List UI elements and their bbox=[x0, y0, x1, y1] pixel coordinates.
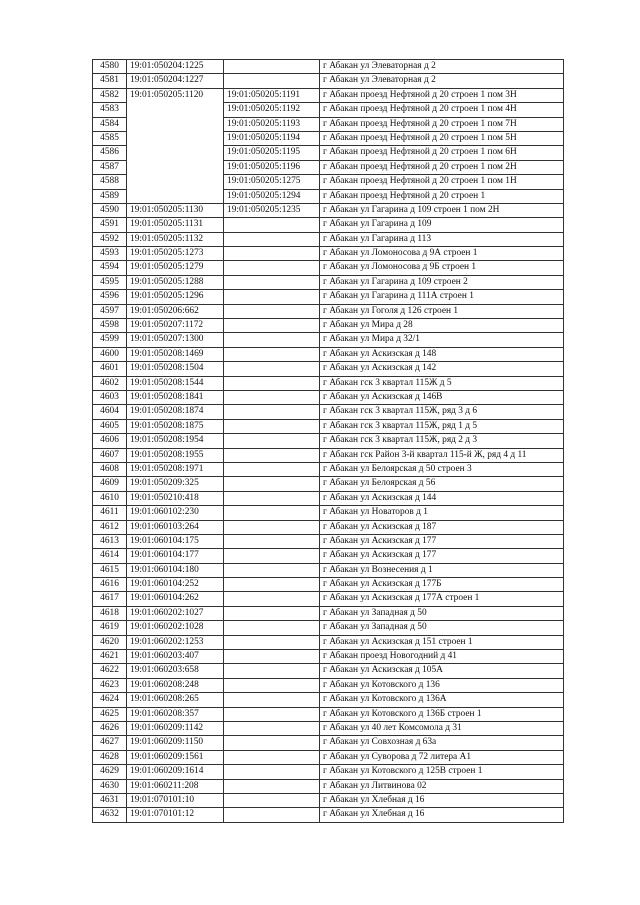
table-row bbox=[93, 74, 564, 88]
address-cell: г Абакан ул Аскизская д 177 bbox=[320, 549, 564, 563]
cadastral-number: 19:01:050208:1955 bbox=[127, 448, 224, 462]
sub-cadastral-number bbox=[224, 232, 320, 246]
row-number: 4580 bbox=[93, 60, 127, 74]
sub-cadastral-number bbox=[224, 578, 320, 592]
sub-cadastral-number: 19:01:050205:1235 bbox=[224, 203, 320, 217]
address-cell: г Абакан ул Аскизская д 151 строен 1 bbox=[320, 635, 564, 649]
address-cell: г Абакан ул Гагарина д 109 bbox=[320, 218, 564, 232]
table-row bbox=[93, 290, 564, 304]
address-cell: г Абакан ул Котовского д 136 bbox=[320, 678, 564, 692]
row-number: 4601 bbox=[93, 362, 127, 376]
row-number: 4599 bbox=[93, 333, 127, 347]
row-number: 4615 bbox=[93, 563, 127, 577]
sub-cadastral-number bbox=[224, 290, 320, 304]
table-row bbox=[93, 765, 564, 779]
cadastral-number: 19:01:050204:1227 bbox=[127, 74, 224, 88]
sub-cadastral-number bbox=[224, 448, 320, 462]
address-cell: г Абакан проезд Нефтяной д 20 строен 1 пом 2Н bbox=[320, 160, 564, 174]
sub-cadastral-number bbox=[224, 462, 320, 476]
table-row bbox=[93, 60, 564, 74]
table-row bbox=[93, 678, 564, 692]
address-cell: г Абакан ул Мира д 28 bbox=[320, 319, 564, 333]
row-number: 4586 bbox=[93, 146, 127, 160]
table-row bbox=[93, 750, 564, 764]
row-number: 4610 bbox=[93, 491, 127, 505]
cadastral-number: 19:01:050208:1504 bbox=[127, 362, 224, 376]
sub-cadastral-number bbox=[224, 333, 320, 347]
address-cell: г Абакан проезд Нефтяной д 20 строен 1 пом 5Н bbox=[320, 131, 564, 145]
cadastral-number: 19:01:050209:325 bbox=[127, 477, 224, 491]
cadastral-number: 19:01:050205:1131 bbox=[127, 218, 224, 232]
address-cell: г Абакан ул Аскизская д 105А bbox=[320, 664, 564, 678]
sub-cadastral-number: 19:01:050205:1191 bbox=[224, 88, 320, 102]
address-cell: г Абакан гск 3 квартал 115Ж, ряд 1 д 5 bbox=[320, 419, 564, 433]
sub-cadastral-number bbox=[224, 376, 320, 390]
row-number: 4619 bbox=[93, 621, 127, 635]
table-row bbox=[93, 304, 564, 318]
address-cell: г Абакан ул Гагарина д 109 строен 1 пом 2Н bbox=[320, 203, 564, 217]
cadastral-number: 19:01:050208:1544 bbox=[127, 376, 224, 390]
row-number: 4627 bbox=[93, 736, 127, 750]
table-row bbox=[93, 793, 564, 807]
cadastral-number: 19:01:060104:175 bbox=[127, 534, 224, 548]
cadastral-number: 19:01:050208:1469 bbox=[127, 347, 224, 361]
sub-cadastral-number bbox=[224, 678, 320, 692]
row-number: 4584 bbox=[93, 117, 127, 131]
row-number: 4624 bbox=[93, 693, 127, 707]
table-row bbox=[93, 434, 564, 448]
row-number: 4617 bbox=[93, 592, 127, 606]
address-cell: г Абакан ул Элеваторная д 2 bbox=[320, 60, 564, 74]
address-cell: г Абакан проезд Нефтяной д 20 строен 1 пом 1Н bbox=[320, 175, 564, 189]
row-number: 4607 bbox=[93, 448, 127, 462]
sub-cadastral-number bbox=[224, 779, 320, 793]
cadastral-number: 19:01:060202:1253 bbox=[127, 635, 224, 649]
sub-cadastral-number bbox=[224, 650, 320, 664]
sub-cadastral-number: 19:01:050205:1196 bbox=[224, 160, 320, 174]
sub-cadastral-number bbox=[224, 592, 320, 606]
row-number: 4630 bbox=[93, 779, 127, 793]
sub-cadastral-number bbox=[224, 793, 320, 807]
cadastral-number: 19:01:050207:1300 bbox=[127, 333, 224, 347]
row-number: 4595 bbox=[93, 275, 127, 289]
cadastral-number: 19:01:060102:230 bbox=[127, 506, 224, 520]
sub-cadastral-number bbox=[224, 707, 320, 721]
table-row bbox=[93, 506, 564, 520]
sub-cadastral-number bbox=[224, 750, 320, 764]
cadastral-number: 19:01:050204:1225 bbox=[127, 60, 224, 74]
cadastral-number: 19:01:060209:1142 bbox=[127, 721, 224, 735]
address-cell: г Абакан ул Новаторов д 1 bbox=[320, 506, 564, 520]
address-cell: г Абакан ул Западная д 50 bbox=[320, 606, 564, 620]
address-cell: г Абакан ул Котовского д 136А bbox=[320, 693, 564, 707]
cadastral-number: 19:01:060104:180 bbox=[127, 563, 224, 577]
cadastral-number: 19:01:050210:418 bbox=[127, 491, 224, 505]
table-row bbox=[93, 520, 564, 534]
address-cell: г Абакан гск Район 3-й квартал 115-й Ж, ряд 4 д 11 bbox=[320, 448, 564, 462]
sub-cadastral-number bbox=[224, 491, 320, 505]
address-cell: г Абакан ул 40 лет Комсомола д 31 bbox=[320, 721, 564, 735]
row-number: 4598 bbox=[93, 319, 127, 333]
row-number: 4585 bbox=[93, 131, 127, 145]
address-cell: г Абакан ул Аскизская д 177А строен 1 bbox=[320, 592, 564, 606]
row-number: 4621 bbox=[93, 650, 127, 664]
cadastral-number: 19:01:060202:1028 bbox=[127, 621, 224, 635]
cadastral-number: 19:01:050208:1954 bbox=[127, 434, 224, 448]
table-row bbox=[93, 88, 564, 102]
cadastral-number: 19:01:050205:1288 bbox=[127, 275, 224, 289]
address-cell: г Абакан ул Гагарина д 109 строен 2 bbox=[320, 275, 564, 289]
row-number: 4626 bbox=[93, 721, 127, 735]
row-number: 4623 bbox=[93, 678, 127, 692]
table-row bbox=[93, 534, 564, 548]
address-cell: г Абакан проезд Нефтяной д 20 строен 1 пом 4Н bbox=[320, 103, 564, 117]
cadastral-number: 19:01:050205:1296 bbox=[127, 290, 224, 304]
row-number: 4618 bbox=[93, 606, 127, 620]
cadastral-number: 19:01:050205:1120 bbox=[127, 88, 224, 203]
table-row bbox=[93, 247, 564, 261]
table-row bbox=[93, 563, 564, 577]
sub-cadastral-number bbox=[224, 808, 320, 822]
address-cell: г Абакан проезд Нефтяной д 20 строен 1 пом 6Н bbox=[320, 146, 564, 160]
row-number: 4620 bbox=[93, 635, 127, 649]
row-number: 4588 bbox=[93, 175, 127, 189]
address-cell: г Абакан ул Аскизская д 177Б bbox=[320, 578, 564, 592]
sub-cadastral-number bbox=[224, 635, 320, 649]
table-row bbox=[93, 664, 564, 678]
table-row bbox=[93, 376, 564, 390]
sub-cadastral-number: 19:01:050205:1193 bbox=[224, 117, 320, 131]
sub-cadastral-number bbox=[224, 261, 320, 275]
address-cell: г Абакан ул Белоярская д 56 bbox=[320, 477, 564, 491]
table-row bbox=[93, 491, 564, 505]
sub-cadastral-number bbox=[224, 477, 320, 491]
sub-cadastral-number bbox=[224, 520, 320, 534]
cadastral-number: 19:01:060202:1027 bbox=[127, 606, 224, 620]
table-row bbox=[93, 736, 564, 750]
row-number: 4581 bbox=[93, 74, 127, 88]
row-number: 4600 bbox=[93, 347, 127, 361]
row-number: 4628 bbox=[93, 750, 127, 764]
address-cell: г Абакан ул Хлебная д 16 bbox=[320, 793, 564, 807]
address-cell: г Абакан проезд Нефтяной д 20 строен 1 пом 3Н bbox=[320, 88, 564, 102]
table-row bbox=[93, 578, 564, 592]
table-row bbox=[93, 477, 564, 491]
sub-cadastral-number: 19:01:050205:1294 bbox=[224, 189, 320, 203]
table-row bbox=[93, 635, 564, 649]
row-number: 4616 bbox=[93, 578, 127, 592]
row-number: 4614 bbox=[93, 549, 127, 563]
cadastral-number: 19:01:060208:265 bbox=[127, 693, 224, 707]
address-cell: г Абакан ул Аскизская д 177 bbox=[320, 534, 564, 548]
address-cell: г Абакан ул Аскизская д 144 bbox=[320, 491, 564, 505]
sub-cadastral-number bbox=[224, 621, 320, 635]
sub-cadastral-number bbox=[224, 506, 320, 520]
cadastral-number: 19:01:050205:1273 bbox=[127, 247, 224, 261]
cadastral-number: 19:01:060203:407 bbox=[127, 650, 224, 664]
cadastral-number: 19:01:050205:1279 bbox=[127, 261, 224, 275]
table-row bbox=[93, 779, 564, 793]
table-row bbox=[93, 549, 564, 563]
sub-cadastral-number bbox=[224, 347, 320, 361]
cadastral-number: 19:01:050206:662 bbox=[127, 304, 224, 318]
row-number: 4590 bbox=[93, 203, 127, 217]
address-cell: г Абакан ул Белоярская д 50 строен 3 bbox=[320, 462, 564, 476]
address-cell: г Абакан ул Литвинова 02 bbox=[320, 779, 564, 793]
sub-cadastral-number: 19:01:050205:1275 bbox=[224, 175, 320, 189]
row-number: 4583 bbox=[93, 103, 127, 117]
sub-cadastral-number: 19:01:050205:1194 bbox=[224, 131, 320, 145]
address-cell: г Абакан ул Суворова д 72 литера А1 bbox=[320, 750, 564, 764]
table-row bbox=[93, 650, 564, 664]
cadastral-number: 19:01:060203:658 bbox=[127, 664, 224, 678]
address-cell: г Абакан ул Гоголя д 126 строен 1 bbox=[320, 304, 564, 318]
table-row bbox=[93, 347, 564, 361]
sub-cadastral-number bbox=[224, 405, 320, 419]
table-row bbox=[93, 405, 564, 419]
table-row bbox=[93, 203, 564, 217]
cadastral-number: 19:01:060211:208 bbox=[127, 779, 224, 793]
sub-cadastral-number bbox=[224, 434, 320, 448]
address-cell: г Абакан ул Мира д 32/1 bbox=[320, 333, 564, 347]
cadastral-number: 19:01:060104:252 bbox=[127, 578, 224, 592]
row-number: 4625 bbox=[93, 707, 127, 721]
table-row bbox=[93, 693, 564, 707]
table-row bbox=[93, 721, 564, 735]
sub-cadastral-number bbox=[224, 736, 320, 750]
row-number: 4594 bbox=[93, 261, 127, 275]
cadastral-number: 19:01:070101:10 bbox=[127, 793, 224, 807]
cadastral-number: 19:01:060104:177 bbox=[127, 549, 224, 563]
sub-cadastral-number bbox=[224, 549, 320, 563]
table-row bbox=[93, 362, 564, 376]
cadastral-number: 19:01:060103:264 bbox=[127, 520, 224, 534]
address-cell: г Абакан гск 3 квартал 115Ж, ряд 3 д 6 bbox=[320, 405, 564, 419]
sub-cadastral-number bbox=[224, 304, 320, 318]
address-cell: г Абакан ул Аскизская д 146В bbox=[320, 390, 564, 404]
address-cell: г Абакан ул Западная д 50 bbox=[320, 621, 564, 635]
table-row bbox=[93, 707, 564, 721]
sub-cadastral-number bbox=[224, 419, 320, 433]
row-number: 4613 bbox=[93, 534, 127, 548]
table-row bbox=[93, 621, 564, 635]
table-row bbox=[93, 333, 564, 347]
address-cell: г Абакан ул Гагарина д 113 bbox=[320, 232, 564, 246]
row-number: 4582 bbox=[93, 88, 127, 102]
cadastral-number: 19:01:070101:12 bbox=[127, 808, 224, 822]
cadastral-number: 19:01:060208:357 bbox=[127, 707, 224, 721]
sub-cadastral-number bbox=[224, 765, 320, 779]
address-cell: г Абакан ул Гагарина д 111А строен 1 bbox=[320, 290, 564, 304]
address-cell: г Абакан ул Совхозная д 63а bbox=[320, 736, 564, 750]
cadastral-number: 19:01:050208:1875 bbox=[127, 419, 224, 433]
sub-cadastral-number bbox=[224, 721, 320, 735]
table-row bbox=[93, 592, 564, 606]
row-number: 4631 bbox=[93, 793, 127, 807]
cadastral-number: 19:01:050208:1841 bbox=[127, 390, 224, 404]
table-row bbox=[93, 275, 564, 289]
address-cell: г Абакан гск 3 квартал 115Ж д 5 bbox=[320, 376, 564, 390]
cadastral-number: 19:01:050208:1874 bbox=[127, 405, 224, 419]
sub-cadastral-number bbox=[224, 606, 320, 620]
table-row bbox=[93, 218, 564, 232]
cadastral-number: 19:01:050207:1172 bbox=[127, 319, 224, 333]
sub-cadastral-number bbox=[224, 218, 320, 232]
row-number: 4622 bbox=[93, 664, 127, 678]
address-cell: г Абакан проезд Нефтяной д 20 строен 1 bbox=[320, 189, 564, 203]
row-number: 4605 bbox=[93, 419, 127, 433]
row-number: 4597 bbox=[93, 304, 127, 318]
table-row bbox=[93, 448, 564, 462]
address-cell: г Абакан ул Котовского д 125В строен 1 bbox=[320, 765, 564, 779]
row-number: 4609 bbox=[93, 477, 127, 491]
address-cell: г Абакан ул Аскизская д 148 bbox=[320, 347, 564, 361]
row-number: 4596 bbox=[93, 290, 127, 304]
table-row bbox=[93, 261, 564, 275]
row-number: 4587 bbox=[93, 160, 127, 174]
cadastral-number: 19:01:050208:1971 bbox=[127, 462, 224, 476]
sub-cadastral-number bbox=[224, 693, 320, 707]
address-cell: г Абакан ул Аскизская д 187 bbox=[320, 520, 564, 534]
table-body bbox=[93, 60, 564, 823]
row-number: 4604 bbox=[93, 405, 127, 419]
table-row bbox=[93, 232, 564, 246]
table-row bbox=[93, 319, 564, 333]
address-cell: г Абакан ул Котовского д 136Б строен 1 bbox=[320, 707, 564, 721]
row-number: 4629 bbox=[93, 765, 127, 779]
sub-cadastral-number bbox=[224, 362, 320, 376]
cadastral-number: 19:01:060209:1561 bbox=[127, 750, 224, 764]
sub-cadastral-number: 19:01:050205:1195 bbox=[224, 146, 320, 160]
address-cell: г Абакан ул Элеваторная д 2 bbox=[320, 74, 564, 88]
row-number: 4632 bbox=[93, 808, 127, 822]
row-number: 4591 bbox=[93, 218, 127, 232]
sub-cadastral-number bbox=[224, 247, 320, 261]
table-row bbox=[93, 462, 564, 476]
row-number: 4603 bbox=[93, 390, 127, 404]
address-cell: г Абакан проезд Нефтяной д 20 строен 1 пом 7Н bbox=[320, 117, 564, 131]
cadastral-number: 19:01:050205:1130 bbox=[127, 203, 224, 217]
cadastral-number: 19:01:060104:262 bbox=[127, 592, 224, 606]
address-cell: г Абакан ул Ломоносова д 9А строен 1 bbox=[320, 247, 564, 261]
table-row bbox=[93, 419, 564, 433]
table-row bbox=[93, 606, 564, 620]
row-number: 4606 bbox=[93, 434, 127, 448]
address-cell: г Абакан гск 3 квартал 115Ж, ряд 2 д 3 bbox=[320, 434, 564, 448]
address-cell: г Абакан ул Ломоносова д 9Б строен 1 bbox=[320, 261, 564, 275]
row-number: 4602 bbox=[93, 376, 127, 390]
sub-cadastral-number bbox=[224, 319, 320, 333]
row-number: 4592 bbox=[93, 232, 127, 246]
address-cell: г Абакан ул Аскизская д 142 bbox=[320, 362, 564, 376]
sub-cadastral-number bbox=[224, 563, 320, 577]
cadastral-table bbox=[92, 59, 564, 823]
row-number: 4593 bbox=[93, 247, 127, 261]
sub-cadastral-number bbox=[224, 390, 320, 404]
row-number: 4589 bbox=[93, 189, 127, 203]
address-cell: г Абакан ул Вознесения д 1 bbox=[320, 563, 564, 577]
sub-cadastral-number bbox=[224, 664, 320, 678]
cadastral-number: 19:01:060209:1614 bbox=[127, 765, 224, 779]
table-row bbox=[93, 808, 564, 822]
sub-cadastral-number bbox=[224, 534, 320, 548]
sub-cadastral-number: 19:01:050205:1192 bbox=[224, 103, 320, 117]
row-number: 4612 bbox=[93, 520, 127, 534]
sub-cadastral-number bbox=[224, 275, 320, 289]
cadastral-number: 19:01:060208:248 bbox=[127, 678, 224, 692]
table-row bbox=[93, 390, 564, 404]
row-number: 4611 bbox=[93, 506, 127, 520]
sub-cadastral-number bbox=[224, 60, 320, 74]
address-cell: г Абакан ул Хлебная д 16 bbox=[320, 808, 564, 822]
row-number: 4608 bbox=[93, 462, 127, 476]
address-cell: г Абакан проезд Новогодний д 41 bbox=[320, 650, 564, 664]
sub-cadastral-number bbox=[224, 74, 320, 88]
cadastral-number: 19:01:050205:1132 bbox=[127, 232, 224, 246]
cadastral-number: 19:01:060209:1150 bbox=[127, 736, 224, 750]
